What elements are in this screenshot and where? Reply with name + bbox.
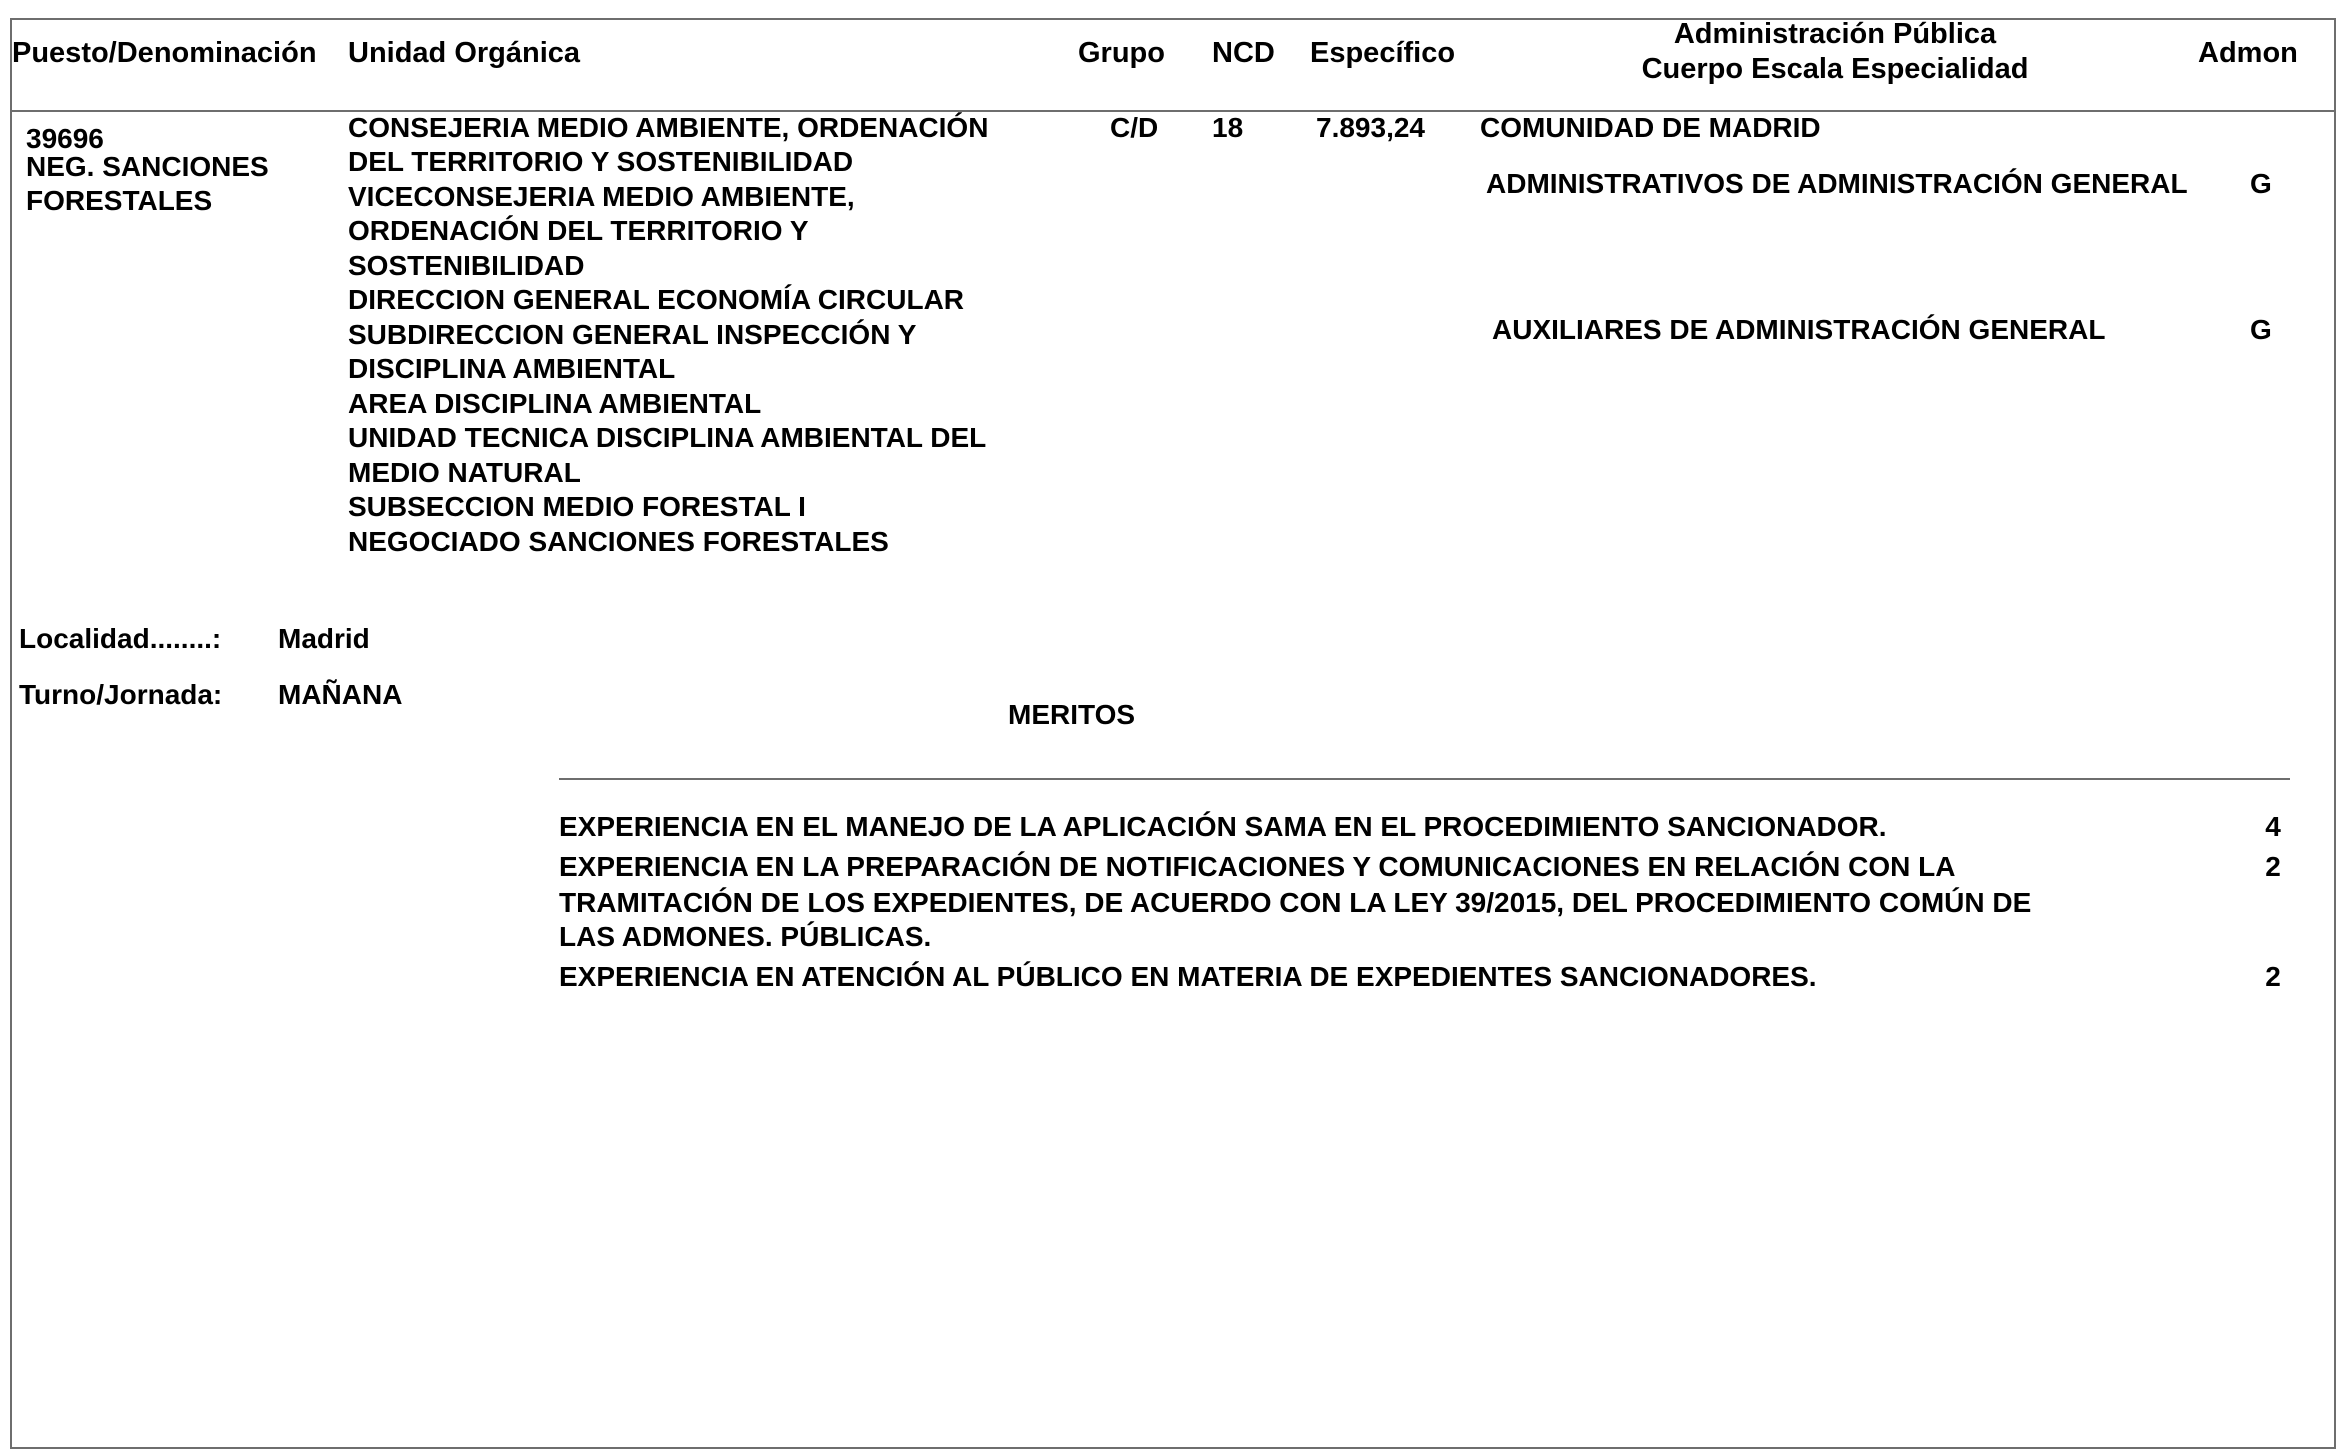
cuerpo-admon: G <box>2250 168 2272 199</box>
unidad-line: UNIDAD TECNICA DISCIPLINA AMBIENTAL DEL <box>348 422 987 453</box>
turno-label: Turno/Jornada: <box>19 679 223 710</box>
unidad-line: NEGOCIADO SANCIONES FORESTALES <box>348 526 889 557</box>
merito-points: 2 <box>2265 851 2281 882</box>
puesto-name-line1: NEG. SANCIONES <box>26 151 269 182</box>
localidad-value: Madrid <box>278 623 370 654</box>
puesto-name-line2: FORESTALES <box>26 185 213 216</box>
unidad-line: VICECONSEJERIA MEDIO AMBIENTE, <box>348 181 855 212</box>
meritos-title: MERITOS <box>1008 699 1136 730</box>
meritos-divider <box>559 778 2290 780</box>
administracion-value: COMUNIDAD DE MADRID <box>1480 112 1821 143</box>
cuerpo-name: AUXILIARES DE ADMINISTRACIÓN GENERAL <box>1492 314 2106 345</box>
unidad-line: ORDENACIÓN DEL TERRITORIO Y <box>348 215 809 246</box>
col-header-administracion: Administración Pública <box>1673 18 1997 50</box>
col-header-puesto: Puesto/Denominación <box>12 37 317 69</box>
cuerpo-admon: G <box>2250 314 2272 345</box>
merito-points: 4 <box>2265 811 2281 842</box>
unidad-line: DIRECCION GENERAL ECONOMÍA CIRCULAR <box>348 284 965 315</box>
col-header-admon: Admon <box>2198 37 2298 69</box>
unidad-line: DEL TERRITORIO Y SOSTENIBILIDAD <box>348 146 854 177</box>
col-header-cuerpo-escala: Cuerpo Escala Especialidad <box>1641 53 2029 85</box>
unidad-line: SOSTENIBILIDAD <box>348 250 585 281</box>
col-header-especifico: Específico <box>1310 37 1456 69</box>
localidad-label: Localidad........: <box>19 623 222 654</box>
merito-text: TRAMITACIÓN DE LOS EXPEDIENTES, DE ACUERDO CON LA LEY 39/2015, DEL PROCEDIMIENTO COMÚN DE <box>559 887 2032 918</box>
merito-points: 2 <box>2265 961 2281 992</box>
merito-text: EXPERIENCIA EN EL MANEJO DE LA APLICACIÓN SAMA EN EL PROCEDIMIENTO SANCIONADOR. <box>559 811 1887 842</box>
merito-text: EXPERIENCIA EN LA PREPARACIÓN DE NOTIFICACIONES Y COMUNICACIONES EN RELACIÓN CON LA <box>559 851 1956 882</box>
merito-text: EXPERIENCIA EN ATENCIÓN AL PÚBLICO EN MATERIA DE EXPEDIENTES SANCIONADORES. <box>559 961 1817 992</box>
col-header-ncd: NCD <box>1212 37 1275 69</box>
unidad-line: MEDIO NATURAL <box>348 457 581 488</box>
unidad-line: CONSEJERIA MEDIO AMBIENTE, ORDENACIÓN <box>348 112 989 143</box>
turno-value: MAÑANA <box>278 679 403 710</box>
unidad-line: SUBDIRECCION GENERAL INSPECCIÓN Y <box>348 319 917 350</box>
merito-text: LAS ADMONES. PÚBLICAS. <box>559 921 932 952</box>
unidad-line: DISCIPLINA AMBIENTAL <box>348 353 676 384</box>
col-header-unidad: Unidad Orgánica <box>348 37 581 69</box>
especifico-value: 7.893,24 <box>1316 112 1425 143</box>
ncd-value: 18 <box>1212 112 1244 143</box>
grupo-value: C/D <box>1110 112 1159 143</box>
unidad-line: SUBSECCION MEDIO FORESTAL I <box>348 491 806 522</box>
puesto-code: 39696 <box>26 123 104 154</box>
cuerpo-name: ADMINISTRATIVOS DE ADMINISTRACIÓN GENERAL <box>1486 168 2188 199</box>
unidad-line: AREA DISCIPLINA AMBIENTAL <box>348 388 762 419</box>
col-header-grupo: Grupo <box>1078 37 1165 69</box>
